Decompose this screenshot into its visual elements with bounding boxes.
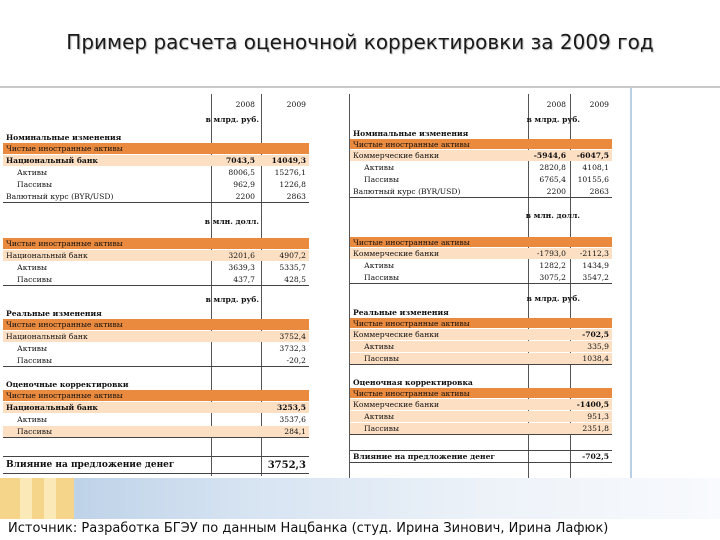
right-rate-2009: 2863 [589, 187, 609, 196]
right-assets2-2009: 1434,9 [582, 261, 609, 270]
left-rate-2008: 2200 [235, 192, 255, 201]
left-nb4-2009: 3253,5 [276, 403, 306, 412]
right-liab-2009: 10155,6 [577, 175, 609, 184]
left-assets2-2008: 3639,3 [228, 263, 255, 272]
left-liab-label: Пассивы [17, 180, 53, 189]
left-real-header: Реальные изменения [6, 308, 102, 318]
left-assets2-2009: 5335,7 [279, 263, 306, 272]
right-nominal-header: Номинальные изменения [353, 128, 469, 138]
left-assets4-label: Активы [17, 415, 48, 424]
left-assets4-2009: 3537,6 [279, 415, 306, 424]
left-nb3-2009: 3752,4 [279, 332, 306, 341]
source-caption [0, 519, 720, 540]
footer-decoration [0, 478, 74, 520]
right-cb2-2008: -1793,0 [536, 249, 566, 258]
right-assets-label: Активы [364, 163, 395, 172]
right-nfa4-label: Чистые иностранные активы [353, 388, 470, 398]
left-liab3-label: Пассивы [17, 356, 53, 365]
right-real-header: Реальные изменения [353, 307, 449, 317]
right-impact-label: Влияние на предложение денег [353, 452, 496, 461]
right-col-2008: 2008 [546, 99, 566, 109]
right-nfa2-label: Чистые иностранные активы [353, 237, 470, 247]
right-liab2-label: Пассивы [364, 273, 400, 282]
left-col-2008: 2008 [235, 99, 255, 109]
right-liab4-label: Пассивы [364, 424, 400, 433]
right-rate-label: Валютный курс (BYR/USD) [353, 187, 461, 196]
left-liab2-2009: 428,5 [284, 275, 306, 284]
left-assets-2008: 8006,5 [228, 168, 255, 177]
left-nfa2-label: Чистые иностранные активы [6, 239, 123, 248]
right-assets2-2008: 1282,2 [539, 261, 566, 270]
right-cb3-label: Коммерческие банки [353, 330, 440, 339]
right-cb2-label: Коммерческие банки [353, 249, 440, 258]
right-assets4-2009: 951,3 [587, 412, 609, 421]
left-nb3-label: Национальный банк [6, 332, 88, 341]
left-liab2-2008: 437,7 [233, 275, 255, 284]
left-nb2-label: Национальный банк [6, 251, 88, 260]
right-unit-mln: в млн. долл. [525, 211, 580, 220]
right-nfa-label: Чистые иностранные активы [353, 139, 470, 149]
left-liab4-2009: 284,1 [284, 427, 306, 436]
right-assets-2009: 4108,1 [582, 163, 609, 172]
left-nb-label: Национальный банк [6, 156, 98, 165]
left-liab2-label: Пассивы [17, 275, 53, 284]
right-liab4-2009: 2351,8 [582, 424, 609, 433]
right-col-2009: 2009 [589, 99, 609, 109]
source-text: Источник: Разработка БГЭУ по данным Нацбанка (студ. Ирина Зинович, Ирина Лафюк) [8, 521, 609, 536]
right-liab-label: Пассивы [364, 175, 400, 184]
right-cb-label: Коммерческие банки [353, 151, 440, 160]
slide-title: Пример расчета оценочной корректировки за 2009 год [66, 30, 654, 54]
right-adj-header: Оценочная корректировка [353, 377, 473, 387]
left-nb2-2008: 3201,6 [228, 251, 255, 260]
left-table [3, 94, 309, 476]
right-liab3-label: Пассивы [364, 354, 400, 363]
left-liab4-label: Пассивы [17, 427, 53, 436]
right-liab2-2009: 3547,2 [582, 273, 609, 282]
right-assets3-label: Активы [364, 342, 395, 351]
right-table [349, 94, 612, 522]
left-rate-label: Валютный курс (BYR/USD) [6, 192, 114, 201]
left-nfa-label: Чистые иностранные активы [6, 144, 123, 153]
left-assets3-2009: 3732,3 [279, 344, 306, 353]
left-nb-2008: 7043,5 [225, 156, 255, 165]
right-rate-2008: 2200 [546, 187, 566, 196]
right-liab-2008: 6765,4 [539, 175, 566, 184]
right-cb4-label: Коммерческие банки [353, 400, 440, 409]
right-assets3-2009: 335,9 [587, 342, 609, 351]
left-nb2-2009: 4907,2 [279, 251, 306, 260]
left-assets-2009: 15276,1 [274, 168, 306, 177]
left-liab3-2009: -20,2 [286, 356, 306, 365]
right-cb3-2009: -702,5 [582, 330, 609, 339]
footer-decoration-stripe [44, 478, 56, 520]
right-cb-2008: -5944,6 [533, 151, 566, 160]
title-divider [0, 86, 720, 88]
right-liab3-2009: 1038,4 [582, 354, 609, 363]
left-col-2009: 2009 [286, 99, 306, 109]
left-unit-bln-2: в млрд. руб. [205, 295, 259, 304]
right-cb-2009: -6047,5 [576, 151, 609, 160]
left-nominal-header: Номинальные изменения [6, 132, 122, 142]
left-unit-bln: в млрд. руб. [205, 115, 259, 124]
left-rate-2009: 2863 [286, 192, 306, 201]
left-nb-2009: 14049,3 [271, 156, 306, 165]
right-cb2-2009: -2112,3 [579, 249, 609, 258]
left-nfa3-label: Чистые иностранные активы [6, 320, 123, 329]
left-unit-mln: в млн. долл. [204, 217, 259, 226]
left-impact-2009: 3752,3 [267, 459, 306, 471]
footer-decoration-stripe [20, 478, 32, 520]
left-assets-label: Активы [17, 168, 48, 177]
left-liab-2009: 1226,8 [279, 180, 306, 189]
right-liab2-2008: 3075,2 [539, 273, 566, 282]
right-impact-2009: -702,5 [582, 452, 609, 461]
right-unit-bln-2: в млрд. руб. [526, 294, 580, 303]
right-unit-bln: в млрд. руб. [526, 115, 580, 124]
right-nfa3-label: Чистые иностранные активы [353, 318, 470, 328]
left-nb4-label: Национальный банк [6, 403, 98, 412]
right-assets-2008: 2820,8 [539, 163, 566, 172]
left-nfa4-label: Чистые иностранные активы [6, 391, 123, 400]
right-assets4-label: Активы [364, 412, 395, 421]
right-cb4-2009: -1400,5 [576, 400, 609, 409]
decorative-vertical-line [630, 88, 632, 498]
left-liab-2008: 962,9 [233, 180, 255, 189]
right-assets2-label: Активы [364, 261, 395, 270]
left-adj-header: Оценочные корректировки [6, 379, 129, 389]
left-assets3-label: Активы [17, 344, 48, 353]
left-impact-label: Влияние на предложение денег [6, 460, 175, 470]
left-assets2-label: Активы [17, 263, 48, 272]
